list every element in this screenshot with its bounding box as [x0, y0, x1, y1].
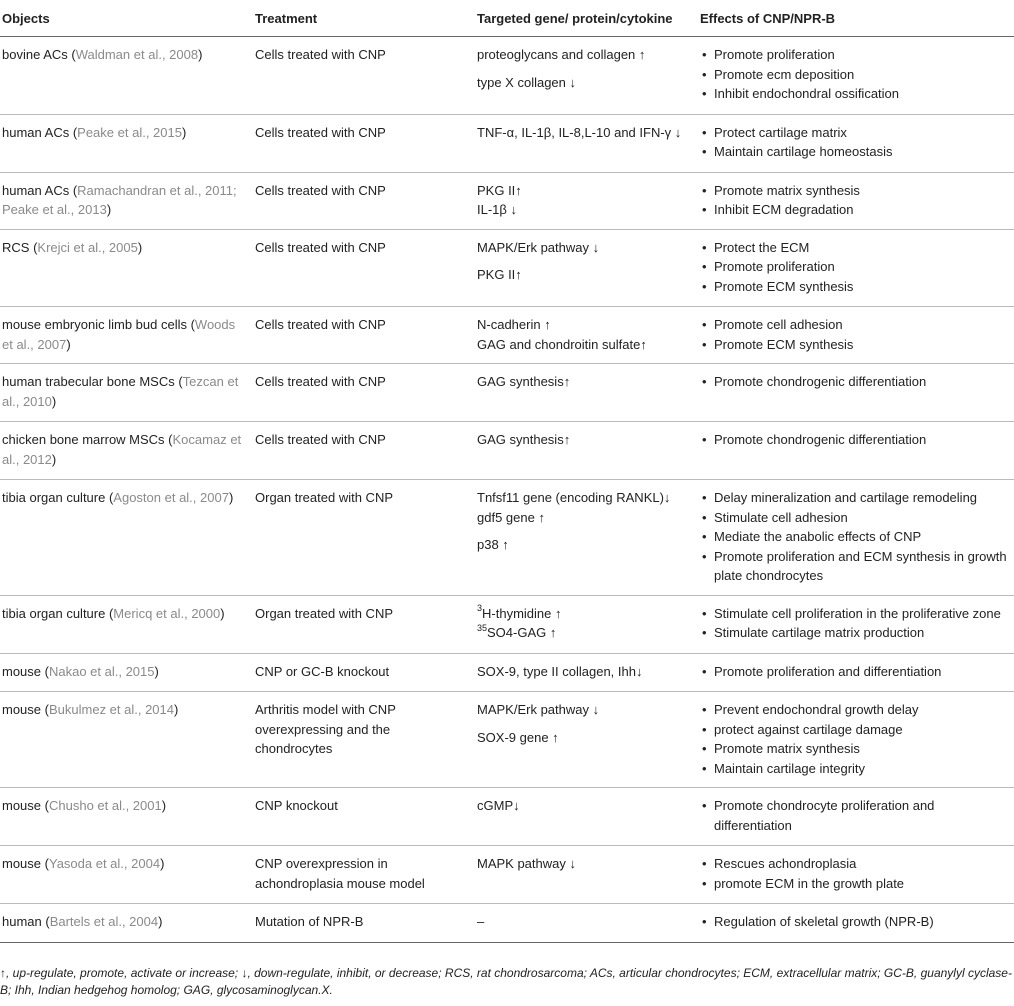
table-row: [0, 788, 1014, 846]
table-row: [0, 172, 1014, 229]
effects-cell: [698, 422, 1014, 480]
object-name: mouse: [2, 702, 42, 717]
target-item: gdf5 gene ↑: [477, 509, 545, 525]
isotope-superscript: 35: [477, 622, 488, 633]
effect-bullet: • Stimulate cartilage matrix production: [700, 623, 1010, 643]
treatment-cell: CNP knockout: [253, 788, 475, 846]
target-item: type X collagen ↓: [477, 74, 577, 90]
object-name: tibia organ culture: [2, 605, 106, 621]
treatment-cell: Organ treated with CNP: [253, 480, 475, 596]
effect-bullet: • Protect the ECM: [700, 238, 1010, 258]
effect-bullet: • Promote proliferation: [700, 45, 1010, 65]
targets-cell: [475, 788, 698, 846]
effects-cell: [698, 480, 1014, 596]
treatment-cell: Cells treated with CNP: [253, 307, 475, 364]
treatment-cell: CNP or GC-B knockout: [253, 653, 475, 692]
object-name: chicken bone marrow MSCs: [2, 432, 165, 447]
targets-cell: [475, 307, 698, 364]
target-item: cGMP↓: [477, 798, 520, 813]
target-item: proteoglycans and collagen ↑: [477, 47, 646, 62]
object-cell: human (Bartels et al., 2004): [0, 904, 253, 943]
table-row: [0, 653, 1014, 692]
object-name: tibia organ culture: [2, 490, 106, 505]
treatment-cell: Arthritis model with CNP overexpressing and the chondrocytes: [253, 692, 475, 788]
target-item: $^3$H-thymidine ↑: [477, 603, 562, 621]
table-body: [0, 37, 1014, 943]
effect-bullet: • Maintain cartilage homeostasis: [700, 142, 1010, 162]
effect-bullet: • Promote proliferation and differentiation: [700, 662, 1010, 682]
effect-bullet: • Promote chondrocyte proliferation and differentiation: [700, 796, 1010, 835]
target-item: GAG synthesis↑: [477, 432, 571, 447]
effect-bullet: • Inhibit endochondral ossification: [700, 84, 1010, 104]
citation-link[interactable]: Yasoda et al., 2004: [48, 856, 161, 871]
targets-cell: [475, 692, 698, 788]
target-item: $^{35}$SO4-GAG ↑: [477, 622, 557, 640]
object-name: human trabecular bone MSCs: [2, 374, 175, 389]
object-name: mouse embryonic limb bud cells: [2, 317, 187, 332]
effects-cell: [698, 788, 1014, 846]
spacer: [477, 527, 694, 535]
citation-link[interactable]: Kocamaz et al., 2012: [2, 432, 242, 467]
citation-link[interactable]: Waldman et al., 2008: [75, 47, 199, 62]
effects-cell: [698, 904, 1014, 943]
header-treatment: Treatment: [253, 0, 475, 37]
citation-link[interactable]: Krejci et al., 2005: [37, 239, 138, 255]
effect-bullet: • Maintain cartilage integrity: [700, 759, 1010, 779]
effect-bullet: • Delay mineralization and cartilage remodeling: [700, 488, 1010, 508]
table-footnote: ↑, up-regulate, promote, activate or increase; ↓, down-regulate, inhibit, or decrease; RCS, rat chondrosarcoma; ACs, articular chondrocytes; ECM, extracellular matrix; GC-B, guanylyl cyclase-B; Ihh, Indian hedgehog homolog; GAG, glycosaminoglycan.X.: [0, 966, 1012, 997]
effect-bullet: • Promote ECM synthesis: [700, 277, 1010, 297]
object-name: mouse: [2, 663, 42, 679]
object-name: human ACs: [2, 124, 70, 140]
treatment-cell: Mutation of NPR-B: [253, 904, 475, 943]
effect-bullet: • Promote chondrogenic differentiation: [700, 372, 1010, 392]
targets-cell: [475, 37, 698, 115]
citation-link[interactable]: Bukulmez et al., 2014: [48, 702, 175, 717]
effect-bullet: • protect against cartilage damage: [700, 720, 1010, 740]
header-targets: Targeted gene/ protein/cytokine: [475, 0, 698, 37]
citation-link[interactable]: Nakao et al., 2015: [48, 663, 155, 679]
targets-cell: [475, 172, 698, 229]
effect-bullet: • Rescues achondroplasia: [700, 854, 1010, 874]
effects-cell: [698, 37, 1014, 115]
effect-bullet: • Mediate the anabolic effects of CNP: [700, 527, 1010, 547]
target-item: PKG II↑: [477, 267, 522, 282]
effects-cell: [698, 595, 1014, 653]
targets-cell: [475, 229, 698, 307]
effects-cell: [698, 364, 1014, 422]
target-item: MAPK/Erk pathway ↓: [477, 239, 600, 255]
target-item: MAPK/Erk pathway ↓: [477, 702, 600, 717]
header-effects: Effects of CNP/NPR-B: [698, 0, 1014, 37]
object-cell: bovine ACs (Waldman et al., 2008): [0, 37, 253, 115]
object-name: RCS: [2, 239, 30, 255]
effect-bullet: • Promote chondrogenic differentiation: [700, 430, 1010, 450]
effects-cell: [698, 229, 1014, 307]
treatment-cell: Cells treated with CNP: [253, 364, 475, 422]
object-cell: mouse (Bukulmez et al., 2014): [0, 692, 253, 788]
targets-cell: [475, 846, 698, 904]
treatment-cell: Cells treated with CNP: [253, 229, 475, 307]
table-row: [0, 904, 1014, 943]
effects-cell: [698, 653, 1014, 692]
effect-bullet: • Prevent endochondral growth delay: [700, 700, 1010, 720]
object-name: mouse: [2, 798, 42, 813]
treatment-cell: Cells treated with CNP: [253, 37, 475, 115]
effect-bullet: • Promote proliferation and ECM synthesis in growth plate chondrocytes: [700, 547, 1010, 586]
effects-cell: [698, 114, 1014, 172]
isotope-superscript: 3: [477, 603, 483, 614]
target-item: IL-1β ↓: [477, 202, 517, 217]
table-row: [0, 364, 1014, 422]
object-cell: mouse (Nakao et al., 2015): [0, 653, 253, 692]
effect-bullet: • Promote ECM synthesis: [700, 335, 1010, 355]
effects-cell: [698, 846, 1014, 904]
treatment-cell: Cells treated with CNP: [253, 172, 475, 229]
object-name: mouse: [2, 856, 42, 871]
table-row: [0, 307, 1014, 364]
effect-bullet: • Stimulate cell adhesion: [700, 508, 1010, 528]
table-row: [0, 37, 1014, 115]
effect-bullet: • Promote cell adhesion: [700, 315, 1010, 335]
object-cell: mouse (Chusho et al., 2001): [0, 788, 253, 846]
effect-bullet: • Inhibit ECM degradation: [700, 200, 1010, 220]
citation-link[interactable]: Peake et al., 2015: [77, 124, 182, 140]
effect-bullet: • Promote proliferation: [700, 257, 1010, 277]
effect-bullet: • promote ECM in the growth plate: [700, 874, 1010, 894]
object-name: bovine ACs: [2, 47, 68, 62]
object-cell: human ACs (Peake et al., 2015): [0, 114, 253, 172]
target-item: –: [477, 914, 485, 929]
table-row: [0, 114, 1014, 172]
object-name: human: [2, 914, 42, 929]
effect-bullet: • Stimulate cell proliferation in the proliferative zone: [700, 604, 1010, 624]
target-item: SOX-9, type II collagen, Ihh↓: [477, 663, 643, 679]
table-row: [0, 692, 1014, 788]
citation-link[interactable]: Ramachandran et al., 2011; Peake et al., 2013: [2, 182, 237, 217]
object-cell: human trabecular bone MSCs (Tezcan et al., 2010): [0, 364, 253, 422]
target-item: N-cadherin ↑: [477, 317, 551, 332]
table-row: [0, 480, 1014, 596]
citation-link[interactable]: Agoston et al., 2007: [113, 490, 229, 505]
targets-cell: [475, 480, 698, 596]
effects-cell: [698, 692, 1014, 788]
citation-link[interactable]: Bartels et al., 2004: [49, 914, 159, 929]
object-name: human ACs: [2, 182, 70, 198]
header-objects: Objects: [0, 0, 253, 37]
table-header-row: [0, 0, 1014, 37]
object-cell: RCS (Krejci et al., 2005): [0, 229, 253, 307]
effect-bullet: • Promote ecm deposition: [700, 65, 1010, 85]
target-item: TNF-α, IL-1β, IL-8,L-10 and IFN-γ ↓: [477, 124, 682, 140]
effect-bullet: • Protect cartilage matrix: [700, 123, 1010, 143]
targets-cell: [475, 904, 698, 943]
spacer: [477, 720, 694, 728]
table-row: [0, 846, 1014, 904]
target-item: GAG and chondroitin sulfate↑: [477, 336, 647, 352]
targets-cell: [475, 364, 698, 422]
targets-cell: [475, 595, 698, 653]
spacer: [477, 65, 694, 73]
object-cell: mouse (Yasoda et al., 2004): [0, 846, 253, 904]
citation-link[interactable]: Tezcan et al., 2010: [2, 374, 239, 409]
object-cell: human ACs (Ramachandran et al., 2011; Peake et al., 2013): [0, 172, 253, 229]
spacer: [477, 257, 694, 265]
target-item: SOX-9 gene ↑: [477, 729, 559, 745]
target-item: Tnfsf11 gene (encoding RANKL)↓: [477, 490, 671, 505]
target-item: p38 ↑: [477, 537, 509, 552]
effect-bullet: • Promote matrix synthesis: [700, 181, 1010, 201]
treatment-cell: Cells treated with CNP: [253, 422, 475, 480]
target-item: MAPK pathway ↓: [477, 856, 576, 871]
effects-cell: [698, 172, 1014, 229]
citation-link[interactable]: Woods et al., 2007: [2, 317, 236, 352]
object-cell: tibia organ culture (Agoston et al., 2007): [0, 480, 253, 596]
treatment-cell: Organ treated with CNP: [253, 595, 475, 653]
table-row: [0, 595, 1014, 653]
table-row: [0, 422, 1014, 480]
targets-cell: [475, 653, 698, 692]
effect-bullet: • Regulation of skeletal growth (NPR-B): [700, 912, 1010, 932]
effects-cell: [698, 307, 1014, 364]
targets-cell: [475, 114, 698, 172]
object-cell: mouse embryonic limb bud cells (Woods et al., 2007): [0, 307, 253, 364]
target-item: GAG synthesis↑: [477, 374, 571, 389]
treatment-cell: Cells treated with CNP: [253, 114, 475, 172]
treatment-cell: CNP overexpression in achondroplasia mouse model: [253, 846, 475, 904]
table-row: [0, 229, 1014, 307]
target-item: PKG II↑: [477, 182, 522, 198]
object-cell: tibia organ culture (Mericq et al., 2000): [0, 595, 253, 653]
effect-bullet: • Promote matrix synthesis: [700, 739, 1010, 759]
object-cell: chicken bone marrow MSCs (Kocamaz et al., 2012): [0, 422, 253, 480]
targets-cell: [475, 422, 698, 480]
citation-link[interactable]: Chusho et al., 2001: [48, 798, 162, 813]
citation-link[interactable]: Mericq et al., 2000: [113, 605, 221, 621]
